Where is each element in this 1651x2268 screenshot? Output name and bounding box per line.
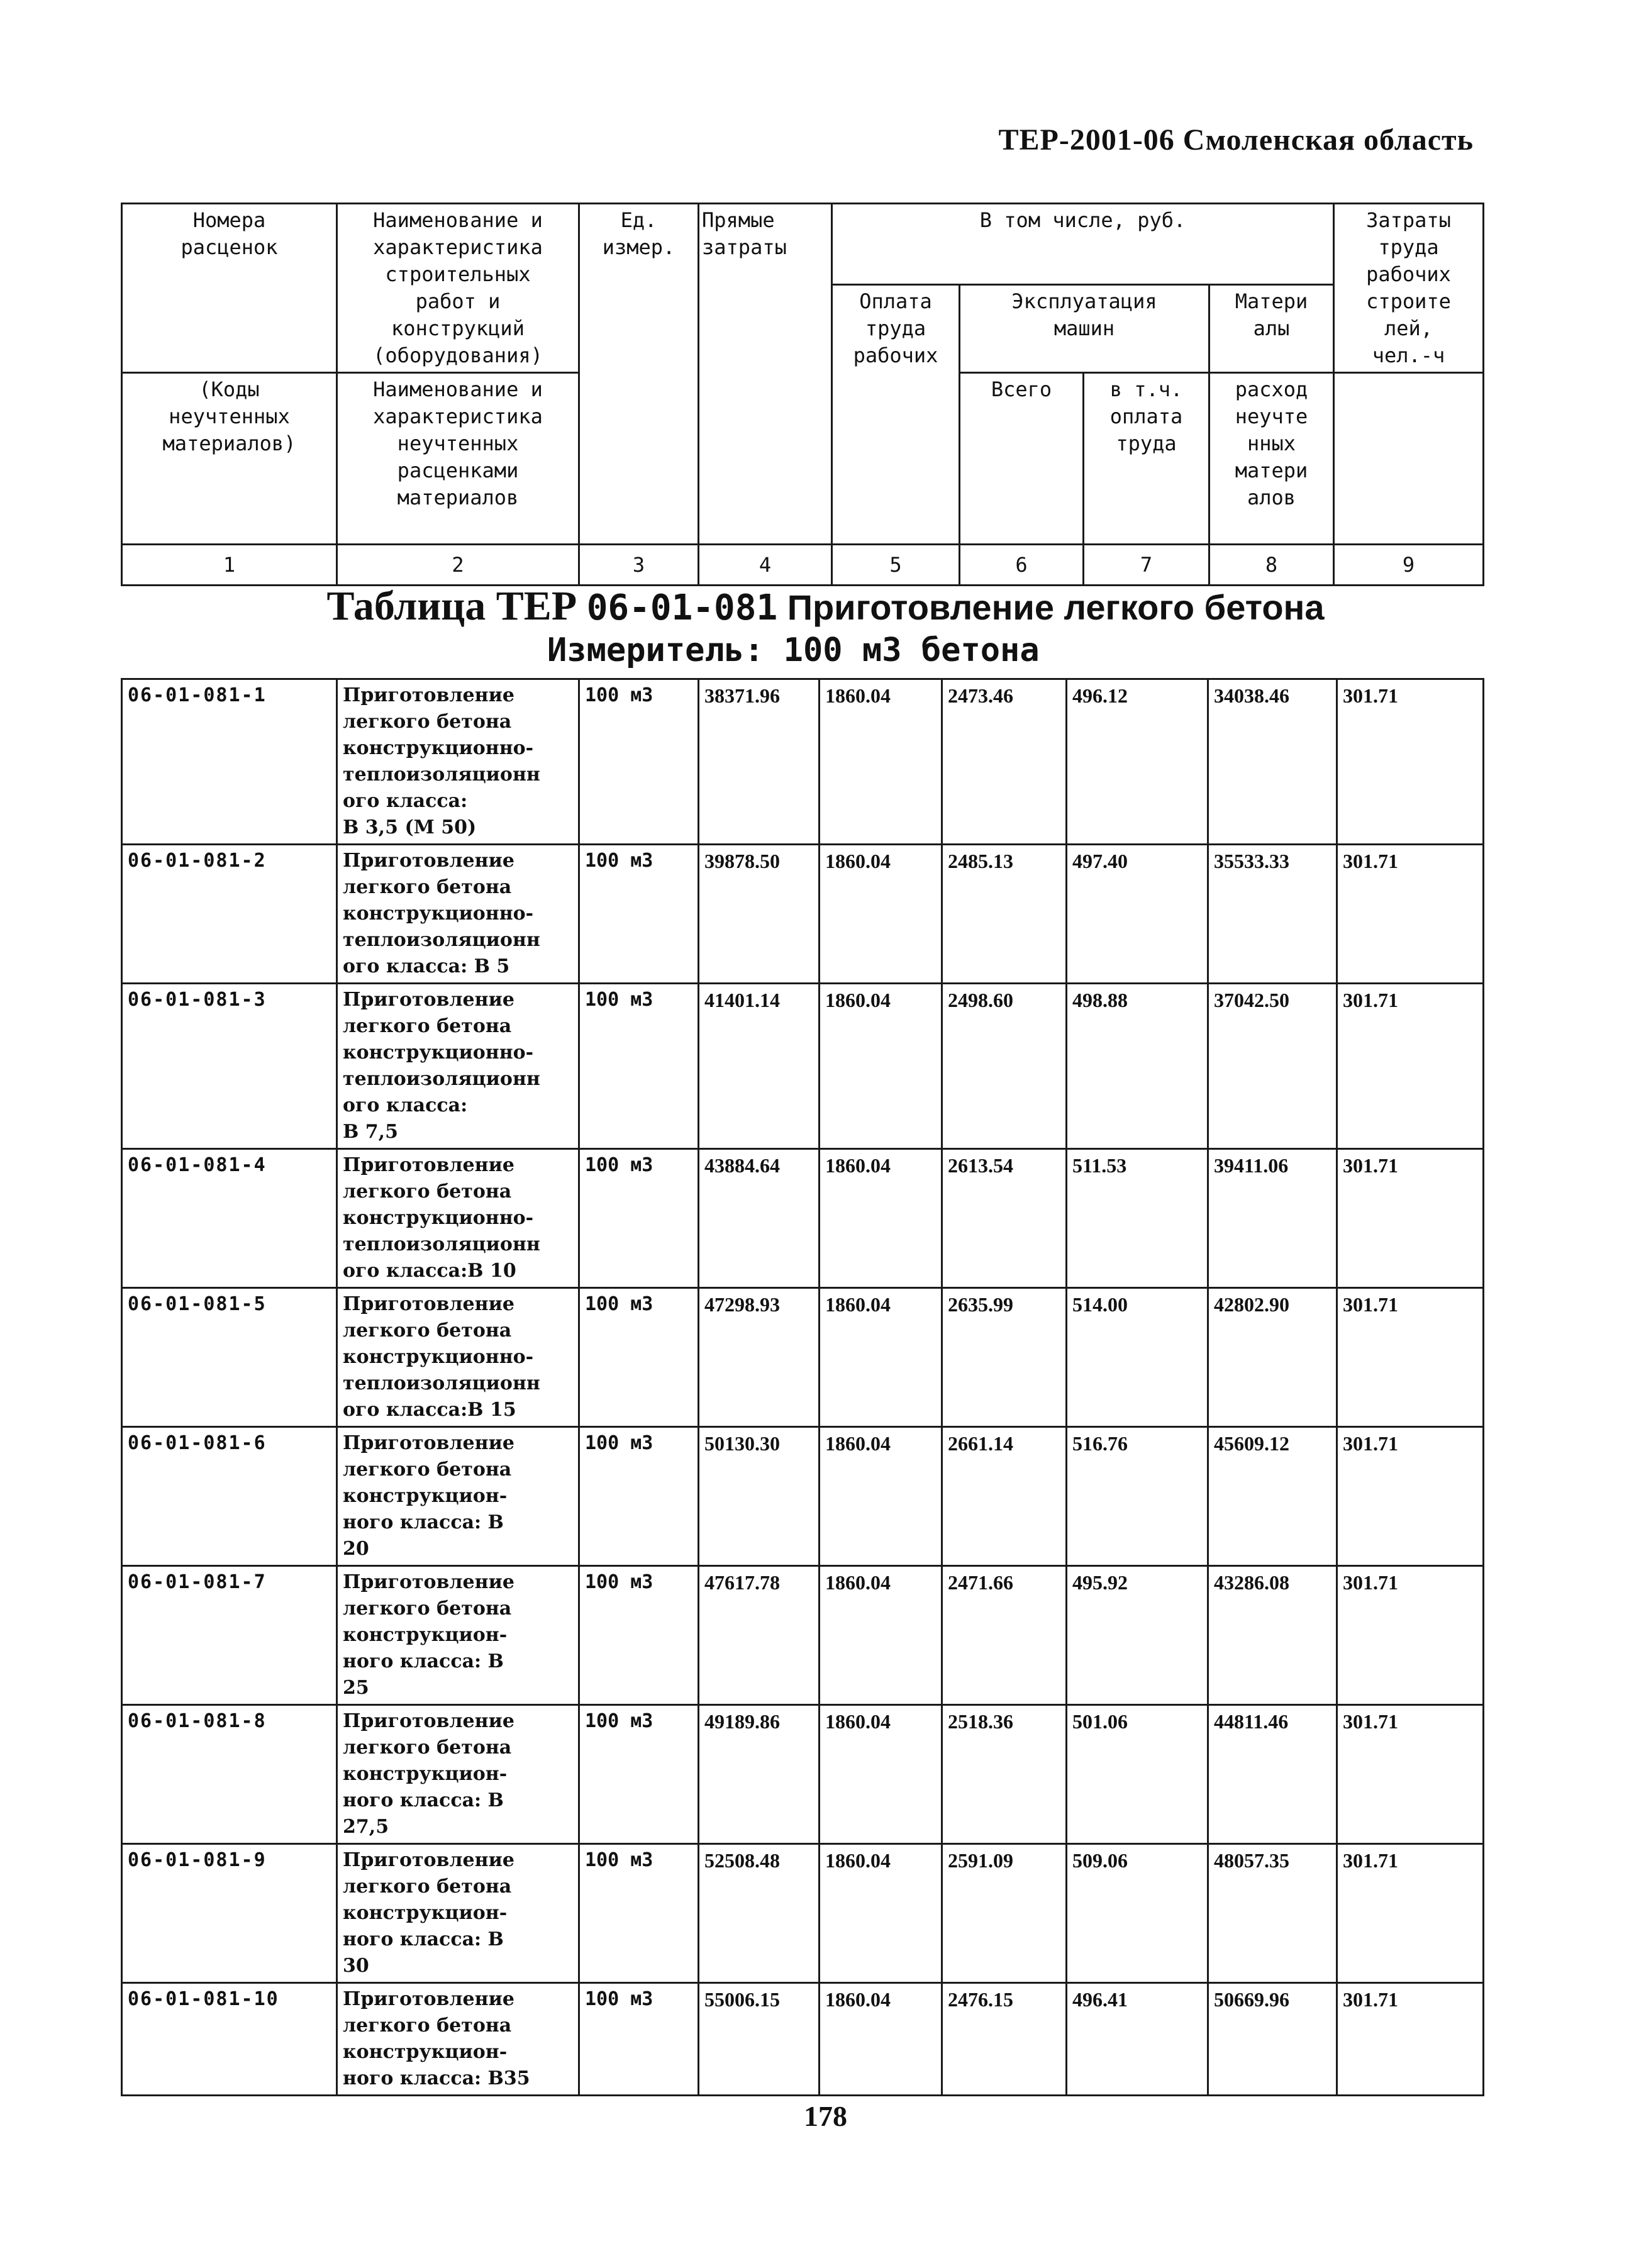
rate-machines-total: 2635.99 xyxy=(942,1288,1067,1427)
table-row xyxy=(122,1288,1484,1427)
rate-labor: 301.71 xyxy=(1337,1844,1484,1983)
header-machines-total: Всего xyxy=(960,373,1084,545)
page-number: 178 xyxy=(804,2100,847,2132)
table-row xyxy=(122,679,1484,845)
rate-materials: 45609.12 xyxy=(1208,1427,1337,1566)
table-row xyxy=(122,1705,1484,1844)
table-meter: Измеритель: 100 м3 бетона xyxy=(547,631,1040,669)
table-row xyxy=(122,984,1484,1149)
rate-labor: 301.71 xyxy=(1337,1149,1484,1288)
rate-direct-cost: 38371.96 xyxy=(699,679,820,845)
header-wage: Оплата труда рабочих xyxy=(832,285,960,545)
rate-wage: 1860.04 xyxy=(820,845,942,984)
rate-unit: 100 м3 xyxy=(579,1705,699,1844)
rate-code: 06-01-081-5 xyxy=(122,1288,337,1427)
rate-machines-total: 2498.60 xyxy=(942,984,1067,1149)
rate-labor: 301.71 xyxy=(1337,679,1484,845)
rate-unit: 100 м3 xyxy=(579,1983,699,2096)
column-number-2: 2 xyxy=(337,545,579,586)
header-machines-wage: в т.ч. оплата труда xyxy=(1084,373,1209,545)
rate-labor: 301.71 xyxy=(1337,845,1484,984)
table-row xyxy=(122,1983,1484,2096)
rate-direct-cost: 55006.15 xyxy=(699,1983,820,2096)
rate-unit: 100 м3 xyxy=(579,1844,699,1983)
rate-name: Приготовление легкого бетона конструкционно- теплоизоляционн ого класса:В 10 xyxy=(337,1149,579,1288)
rate-labor: 301.71 xyxy=(1337,1288,1484,1427)
rate-unit: 100 м3 xyxy=(579,845,699,984)
header-codes-sub: (Коды неучтенных материалов) xyxy=(122,373,337,545)
rate-direct-cost: 49189.86 xyxy=(699,1705,820,1844)
rate-machines-wage: 498.88 xyxy=(1067,984,1208,1149)
rate-wage: 1860.04 xyxy=(820,1983,942,2096)
header-machines: Эксплуатация машин xyxy=(960,285,1209,373)
rate-materials: 35533.33 xyxy=(1208,845,1337,984)
column-number-1: 1 xyxy=(122,545,337,586)
column-number-8: 8 xyxy=(1209,545,1334,586)
rate-code: 06-01-081-10 xyxy=(122,1983,337,2096)
rate-name: Приготовление легкого бетона конструкцион- ного класса: В 30 xyxy=(337,1844,579,1983)
column-number-7: 7 xyxy=(1084,545,1209,586)
rate-code: 06-01-081-8 xyxy=(122,1705,337,1844)
table-row xyxy=(122,845,1484,984)
rate-direct-cost: 47617.78 xyxy=(699,1566,820,1705)
rate-code: 06-01-081-6 xyxy=(122,1427,337,1566)
header-direct: Прямые затраты xyxy=(699,204,832,545)
rate-unit: 100 м3 xyxy=(579,1566,699,1705)
rate-materials: 37042.50 xyxy=(1208,984,1337,1149)
rate-code: 06-01-081-9 xyxy=(122,1844,337,1983)
rate-materials: 43286.08 xyxy=(1208,1566,1337,1705)
rate-wage: 1860.04 xyxy=(820,1427,942,1566)
rate-wage: 1860.04 xyxy=(820,984,942,1149)
column-number-9: 9 xyxy=(1334,545,1484,586)
header-name: Наименование и характеристика строительных работ и конструкций (оборудования) xyxy=(337,204,579,373)
rate-labor: 301.71 xyxy=(1337,1566,1484,1705)
header-labor-cont xyxy=(1334,373,1484,545)
rate-name: Приготовление легкого бетона конструкцион- ного класса: В 27,5 xyxy=(337,1705,579,1844)
rate-name: Приготовление легкого бетона конструкционно- теплоизоляционн ого класса: В 3,5 (М 50) xyxy=(337,679,579,845)
rate-machines-total: 2485.13 xyxy=(942,845,1067,984)
document-header: ТЕР-2001-06 Смоленская область xyxy=(998,123,1474,157)
column-number-4: 4 xyxy=(699,545,832,586)
header-name-sub: Наименование и характеристика неучтенных расценками материалов xyxy=(337,373,579,545)
rate-labor: 301.71 xyxy=(1337,1705,1484,1844)
rate-direct-cost: 50130.30 xyxy=(699,1427,820,1566)
rate-direct-cost: 43884.64 xyxy=(699,1149,820,1288)
column-number-5: 5 xyxy=(832,545,960,586)
rate-wage: 1860.04 xyxy=(820,1566,942,1705)
rate-materials: 34038.46 xyxy=(1208,679,1337,845)
rate-unit: 100 м3 xyxy=(579,1149,699,1288)
table-title: Таблица ТЕР 06-01-081 Приготовление легкого бетона xyxy=(326,583,1325,629)
rate-machines-wage: 496.12 xyxy=(1067,679,1208,845)
rate-name: Приготовление легкого бетона конструкцион- ного класса: В35 xyxy=(337,1983,579,2096)
rate-machines-total: 2471.66 xyxy=(942,1566,1067,1705)
table-row xyxy=(122,1149,1484,1288)
table-row xyxy=(122,1844,1484,1983)
header-unit: Ед. измер. xyxy=(579,204,699,545)
column-number-6: 6 xyxy=(960,545,1084,586)
rate-materials: 44811.46 xyxy=(1208,1705,1337,1844)
rate-code: 06-01-081-7 xyxy=(122,1566,337,1705)
rate-name: Приготовление легкого бетона конструкционно- теплоизоляционн ого класса:В 15 xyxy=(337,1288,579,1427)
rate-labor: 301.71 xyxy=(1337,1983,1484,2096)
rate-wage: 1860.04 xyxy=(820,679,942,845)
rate-machines-total: 2518.36 xyxy=(942,1705,1067,1844)
rate-materials: 50669.96 xyxy=(1208,1983,1337,2096)
rate-machines-wage: 497.40 xyxy=(1067,845,1208,984)
rate-wage: 1860.04 xyxy=(820,1288,942,1427)
rate-machines-total: 2661.14 xyxy=(942,1427,1067,1566)
rate-machines-wage: 501.06 xyxy=(1067,1705,1208,1844)
rate-direct-cost: 52508.48 xyxy=(699,1844,820,1983)
header-codes: Номера расценок xyxy=(122,204,337,373)
rate-machines-total: 2476.15 xyxy=(942,1983,1067,2096)
header-incl: В том числе, руб. xyxy=(832,204,1334,285)
rate-code: 06-01-081-4 xyxy=(122,1149,337,1288)
rate-machines-wage: 516.76 xyxy=(1067,1427,1208,1566)
rate-code: 06-01-081-1 xyxy=(122,679,337,845)
rate-name: Приготовление легкого бетона конструкционно- теплоизоляционн ого класса: В 7,5 xyxy=(337,984,579,1149)
rate-machines-wage: 511.53 xyxy=(1067,1149,1208,1288)
rates-table xyxy=(121,678,1484,2096)
rate-direct-cost: 39878.50 xyxy=(699,845,820,984)
rate-machines-total: 2591.09 xyxy=(942,1844,1067,1983)
rate-materials: 39411.06 xyxy=(1208,1149,1337,1288)
rate-unit: 100 м3 xyxy=(579,679,699,845)
rate-wage: 1860.04 xyxy=(820,1705,942,1844)
header-materials: Матери алы xyxy=(1209,285,1334,373)
header-materials-sub: расход неучте нных матери алов xyxy=(1209,373,1334,545)
rate-materials: 42802.90 xyxy=(1208,1288,1337,1427)
rate-direct-cost: 47298.93 xyxy=(699,1288,820,1427)
rate-name: Приготовление легкого бетона конструкционно- теплоизоляционн ого класса: В 5 xyxy=(337,845,579,984)
rate-unit: 100 м3 xyxy=(579,984,699,1149)
rate-machines-total: 2613.54 xyxy=(942,1149,1067,1288)
rate-wage: 1860.04 xyxy=(820,1844,942,1983)
rate-machines-wage: 514.00 xyxy=(1067,1288,1208,1427)
rate-name: Приготовление легкого бетона конструкцион- ного класса: В 25 xyxy=(337,1566,579,1705)
column-header-table xyxy=(121,203,1484,586)
rate-name: Приготовление легкого бетона конструкцион- ного класса: В 20 xyxy=(337,1427,579,1566)
rate-machines-wage: 495.92 xyxy=(1067,1566,1208,1705)
rate-code: 06-01-081-3 xyxy=(122,984,337,1149)
rate-machines-wage: 509.06 xyxy=(1067,1844,1208,1983)
rate-direct-cost: 41401.14 xyxy=(699,984,820,1149)
rate-machines-wage: 496.41 xyxy=(1067,1983,1208,2096)
rate-machines-total: 2473.46 xyxy=(942,679,1067,845)
rate-wage: 1860.04 xyxy=(820,1149,942,1288)
rate-labor: 301.71 xyxy=(1337,984,1484,1149)
rate-code: 06-01-081-2 xyxy=(122,845,337,984)
rate-materials: 48057.35 xyxy=(1208,1844,1337,1983)
rate-labor: 301.71 xyxy=(1337,1427,1484,1566)
column-number-row xyxy=(122,545,1484,586)
table-row xyxy=(122,1566,1484,1705)
rate-unit: 100 м3 xyxy=(579,1427,699,1566)
table-row xyxy=(122,1427,1484,1566)
column-number-3: 3 xyxy=(579,545,699,586)
rate-unit: 100 м3 xyxy=(579,1288,699,1427)
header-labor: Затраты труда рабочих строите лей, чел.-ч xyxy=(1334,204,1484,373)
